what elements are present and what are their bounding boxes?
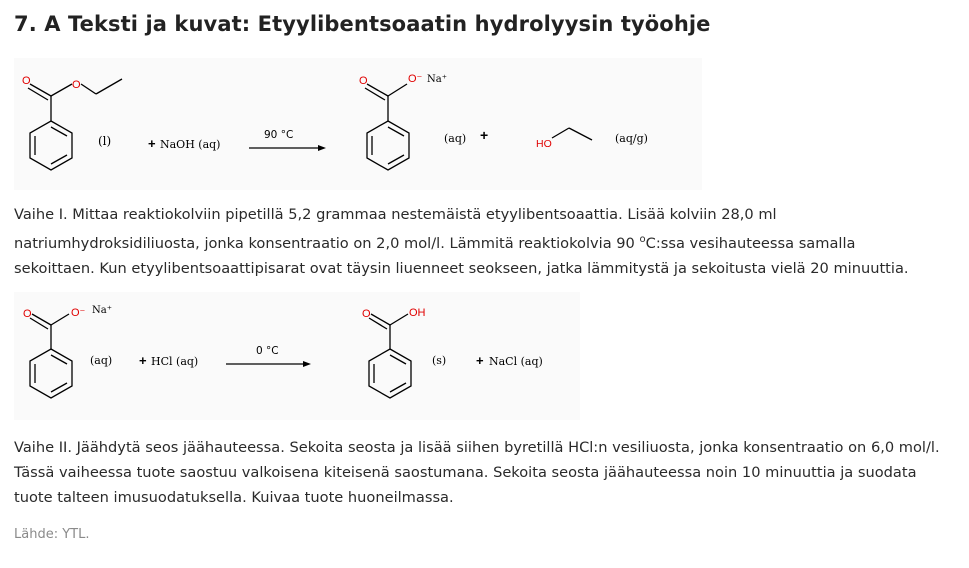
page-title: 7. A Teksti ja kuvat: Etyylibentsoaatin hydrolyysin työohje [14, 12, 711, 36]
reaction-arrow [226, 361, 311, 367]
reaction-condition: 90 °C [264, 129, 294, 141]
step-2-line: tuote talteen imusuodatuksella. Kuivaa tuote huoneilmassa. [14, 489, 454, 506]
ethanol-state: (aq/g) [615, 132, 648, 145]
reaction-arrow [249, 145, 326, 151]
reaction-scheme-1 [14, 58, 702, 190]
step-2-text [14, 435, 959, 510]
step-2-line: Vaihe II. Jäähdytä seos jäähauteessa. Sekoita seosta ja lisää siihen byretillä HCl:n vesiliuosta, jonka konsentraatio on 6,0 mol/l. [14, 439, 940, 456]
ethyl-benzoate-structure [28, 79, 122, 170]
reaction-scheme-2 [14, 292, 580, 420]
sodium-ion-label: Na⁺ [427, 74, 447, 85]
reagent-naoh: NaOH (aq) [160, 138, 221, 151]
reaction-condition: 0 °C [256, 345, 279, 357]
oxygen-label: O [23, 308, 32, 320]
oxide-label: O⁻ [408, 73, 423, 85]
plus-sign: + [148, 136, 156, 151]
oxygen-label: O [362, 308, 371, 320]
ethanol-structure [552, 128, 592, 140]
step-1-line-part: C:ssa vesihauteessa samalla [645, 234, 856, 252]
step-2-line: Tässä vaiheessa tuote saostuu valkoisena kiteisenä saostumana. Sekoita seosta jäähauteessa noin 10 minuuttia ja suodata [14, 464, 917, 481]
byproduct-nacl: NaCl (aq) [489, 355, 543, 368]
step-1-line [14, 227, 959, 256]
plus-sign: + [480, 127, 489, 143]
reactant-state: (l) [98, 134, 112, 148]
benzoic-acid-structure [369, 314, 411, 398]
degree-superscript: o [639, 234, 646, 245]
source-attribution: Lähde: YTL. [14, 527, 90, 542]
plus-sign: + [139, 353, 147, 368]
reactant-state: (aq) [90, 354, 113, 367]
reagent-hcl: HCl (aq) [151, 355, 199, 368]
oxygen-label: O [359, 75, 368, 87]
plus-sign: + [476, 353, 484, 368]
product-state: (aq) [444, 132, 467, 145]
oxygen-label: O [72, 79, 81, 91]
step-1-text [14, 202, 959, 281]
sodium-ion-label: Na⁺ [92, 305, 112, 316]
hydroxyl-label: HO [536, 138, 552, 150]
oxide-label: O⁻ [71, 307, 86, 319]
sodium-benzoate-structure [30, 314, 72, 398]
step-1-line: sekoittaen. Kun etyylibentsoaattipisarat ovat täysin liuenneet seokseen, jatka lämmitystä ja sekoitusta vielä 20 minuuttia. [14, 259, 909, 277]
hydroxyl-label: OH [409, 307, 426, 319]
product-state: (s) [432, 354, 447, 367]
step-1-line: Vaihe I. Mittaa reaktiokolviin pipetillä 5,2 grammaa nestemäistä etyylibentsoaattia. Lisää kolviin 28,0 ml [14, 206, 777, 223]
step-1-line-part: natriumhydroksidiliuosta, jonka konsentraatio on 2,0 mol/l. Lämmitä reaktiokolvia 90 [14, 234, 640, 252]
sodium-benzoate-structure [365, 84, 409, 170]
oxygen-label: O [22, 75, 31, 87]
